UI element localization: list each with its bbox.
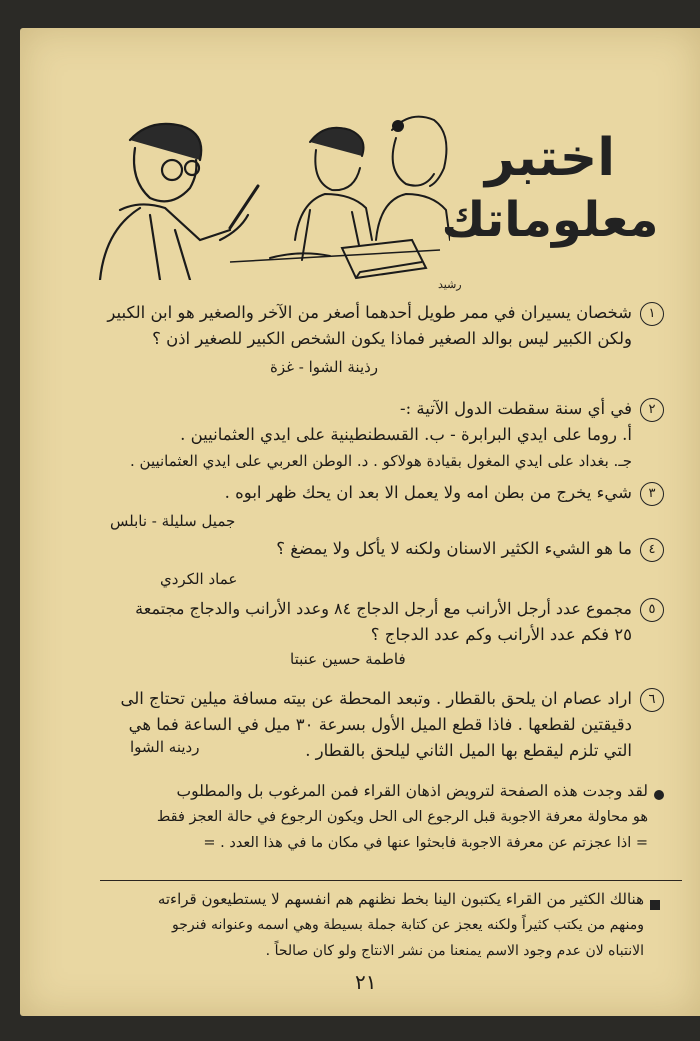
question-author: جميل سليلة - نابلس bbox=[110, 512, 236, 530]
question-author: رذينة الشوا - غزة bbox=[270, 358, 379, 376]
note-line: ومنهم من يكتب كثيراً ولكنه يعجز عن كتابة جملة بسيطة وهي اسمه وعنوانه فنرجو bbox=[172, 917, 644, 933]
question-line: شخصان يسيران في ممر طويل أحدهما أصغر من الآخر والصغير هو ابن الكبير bbox=[107, 303, 632, 322]
book-figure bbox=[342, 240, 426, 278]
note-line: الانتباه لان عدم وجود الاسم يمنعنا من نشر الانتاج ولو كان صالحاً . bbox=[265, 943, 644, 959]
question-line: التي تلزم ليقطع بها الميل الثاني ليلحق بالقطار . bbox=[305, 741, 632, 760]
question-1 bbox=[52, 300, 662, 352]
question-line: دقيقتين لقطعها . فاذا قطع الميل الأول بسرعة ٣٠ ميل في الساعة فما هي bbox=[128, 715, 632, 734]
header-illustration bbox=[80, 90, 450, 280]
question-number: ٤ bbox=[640, 538, 664, 562]
question-number: ٣ bbox=[640, 482, 664, 506]
question-line: مجموع عدد أرجل الأرانب مع أرجل الدجاج ٨٤ وعدد الأرانب والدجاج مجتمعة bbox=[135, 599, 632, 618]
question-2 bbox=[52, 396, 662, 474]
note-line: = اذا عجزتم عن معرفة الاجوبة فابحثوا عنها في مكان ما في هذا العدد . = bbox=[203, 835, 648, 851]
question-5 bbox=[52, 596, 662, 648]
question-line: ما هو الشيء الكثير الاسنان ولكنه لا يأكل ولا يمضغ ؟ bbox=[276, 539, 632, 558]
question-line: في أي سنة سقطت الدول الآتية :- bbox=[400, 399, 632, 418]
note-line: هنالك الكثير من القراء يكتبون الينا بخط نظنهم هم انفسهم لا يستطيعون قراءته bbox=[157, 890, 644, 908]
magazine-page bbox=[20, 28, 700, 1016]
answers-note bbox=[52, 778, 648, 856]
note-line: لقد وجدت هذه الصفحة لترويض اذهان القراء فمن المرغوب بل والمطلوب bbox=[176, 782, 648, 800]
question-line: ولكن الكبير ليس بوالد الصغير فماذا يكون الشخص الكبير للصغير اذن ؟ bbox=[152, 329, 632, 348]
page-number: ٢١ bbox=[355, 970, 377, 994]
question-author: ردينه الشوا bbox=[130, 738, 200, 756]
bullet-icon bbox=[654, 790, 664, 800]
question-number: ١ bbox=[640, 302, 664, 326]
divider bbox=[100, 880, 682, 881]
title-line-1: اختبر bbox=[484, 128, 616, 188]
question-line: اراد عصام ان يلحق بالقطار . وتبعد المحطة عن بيته مسافة ميلين تحتاج الى bbox=[120, 689, 632, 708]
question-line: ٢٥ فكم عدد الأرانب وكم عدد الدجاج ؟ bbox=[370, 625, 632, 644]
page-title bbox=[440, 126, 660, 250]
note-line: هو محاولة معرفة الاجوبة قبل الرجوع الى الحل ويكون الرجوع في حالة العجز فقط bbox=[156, 809, 648, 825]
readers-note bbox=[52, 886, 644, 964]
question-number: ٦ bbox=[640, 688, 664, 712]
question-number: ٢ bbox=[640, 398, 664, 422]
boy-figure bbox=[270, 128, 372, 260]
question-author: عماد الكردي bbox=[160, 570, 238, 588]
question-3 bbox=[52, 480, 662, 506]
question-number: ٥ bbox=[640, 598, 664, 622]
girl-figure bbox=[376, 117, 450, 240]
title-line-2: معلوماتك bbox=[441, 192, 659, 248]
square-bullet-icon bbox=[650, 900, 660, 910]
question-line: أ. روما على ايدي البرابرة - ب. القسطنطينية على ايدي العثمانيين . bbox=[180, 425, 632, 444]
question-author: فاطمة حسين عنبتا bbox=[290, 650, 406, 668]
teacher-figure bbox=[100, 124, 258, 280]
question-line: شيء يخرج من بطن امه ولا يعمل الا بعد ان يحك ظهر ابوه . bbox=[224, 483, 632, 502]
question-line: جـ. بغداد على ايدي المغول بقيادة هولاكو . د. الوطن العربي على ايدي العثمانيين . bbox=[129, 452, 632, 470]
artist-signature: رشيد bbox=[438, 278, 462, 291]
question-4 bbox=[52, 536, 662, 562]
